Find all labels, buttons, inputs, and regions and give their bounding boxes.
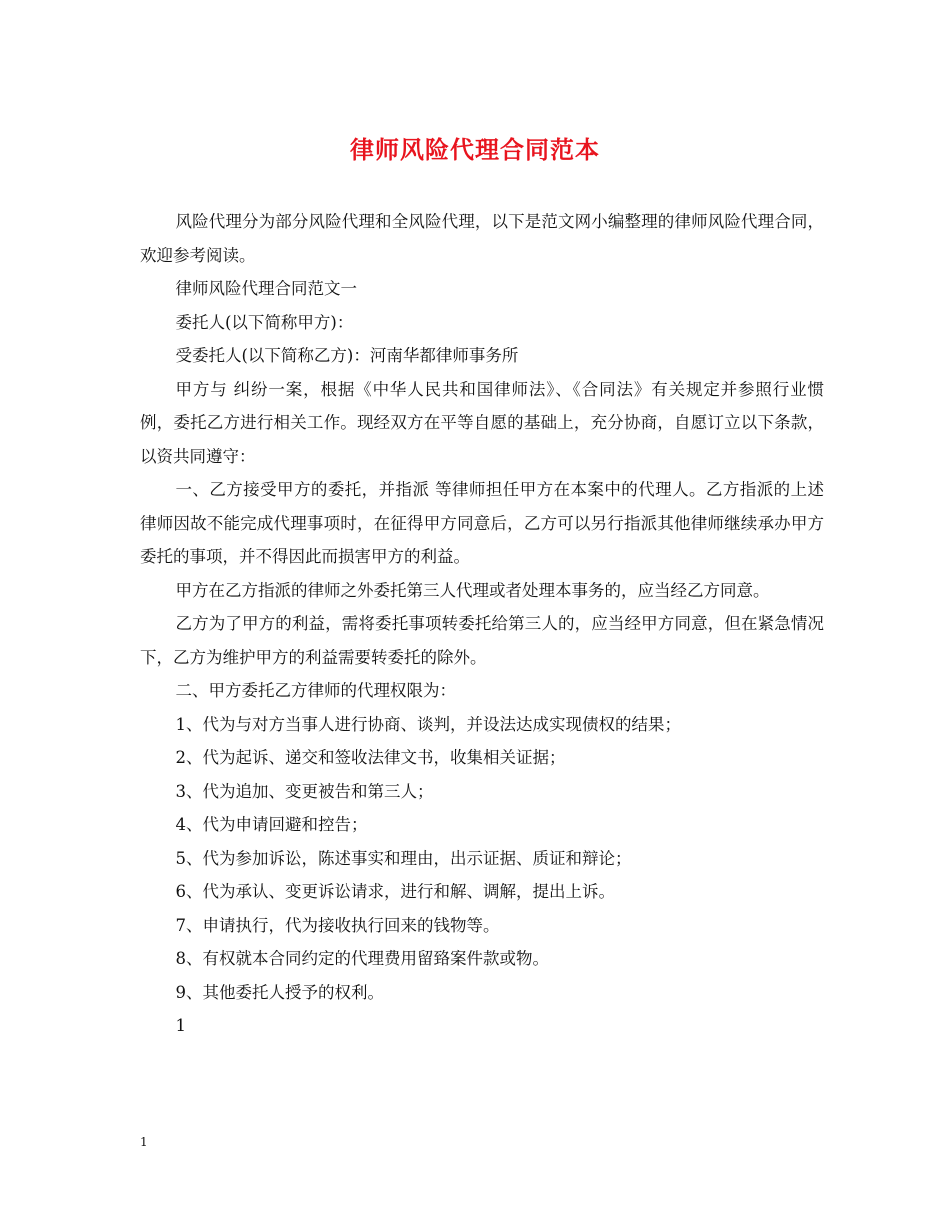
paragraph-clause-1: 一、乙方接受甲方的委托，并指派 等律师担任甲方在本案中的代理人。乙方指派的上述律师因故不能完成代理事项时，在征得甲方同意后，乙方可以另行指派其他律师继续承办甲方委托的事项，并不得因此而损害甲方的利益。	[140, 480, 824, 566]
list-item: 7、申请执行，代为接收执行回来的钱物等。	[175, 915, 500, 935]
paragraph-subtitle: 律师风险代理合同范文一	[175, 279, 357, 298]
paragraph-party-b: 受委托人(以下简称乙方)：河南华都律师事务所	[175, 346, 519, 365]
footer-page-number: 1	[140, 1135, 148, 1149]
paragraph-intro: 风险代理分为部分风险代理和全风险代理，以下是范文网小编整理的律师风险代理合同，欢迎参考阅读。	[140, 212, 824, 265]
paragraph-clause-1-c: 乙方为了甲方的利益，需将委托事项转委托给第三人的，应当经甲方同意，但在紧急情况下，乙方为维护甲方的利益需要转委托的除外。	[140, 614, 824, 667]
inline-page-number: 1	[175, 1016, 186, 1035]
list-item: 2、代为起诉、递交和签收法律文书，收集相关证据；	[175, 748, 566, 767]
paragraph-clause-2: 二、甲方委托乙方律师的代理权限为：	[175, 681, 456, 700]
list-item: 8、有权就本合同约定的代理费用留臵案件款或物。	[175, 949, 549, 968]
paragraph-preamble: 甲方与 纠纷一案，根据《中华人民共和国律师法》、《合同法》有关规定并参照行业惯例，委托乙方进行相关工作。现经双方在平等自愿的基础上，充分协商，自愿订立以下条款，以资共同遵守：	[140, 379, 824, 466]
list-item: 1、代为与对方当事人进行协商、谈判，并设法达成实现债权的结果；	[175, 714, 681, 734]
list-item: 3、代为追加、变更被告和第三人；	[175, 781, 434, 801]
list-item: 6、代为承认、变更诉讼请求，进行和解、调解，提出上诉。	[175, 882, 615, 901]
document-body	[140, 205, 824, 1043]
paragraph-clause-1-b: 甲方在乙方指派的律师之外委托第三人代理或者处理本事务的，应当经乙方同意。	[175, 580, 770, 600]
list-item: 9、其他委托人授予的权利。	[175, 982, 384, 1002]
paragraph-party-a: 委托人(以下简称甲方)：	[175, 312, 354, 332]
list-item: 4、代为申请回避和控告；	[175, 815, 368, 834]
document-title: 律师风险代理合同范本	[350, 135, 600, 164]
list-item: 5、代为参加诉讼，陈述事实和理由，出示证据、质证和辩论；	[175, 848, 632, 868]
